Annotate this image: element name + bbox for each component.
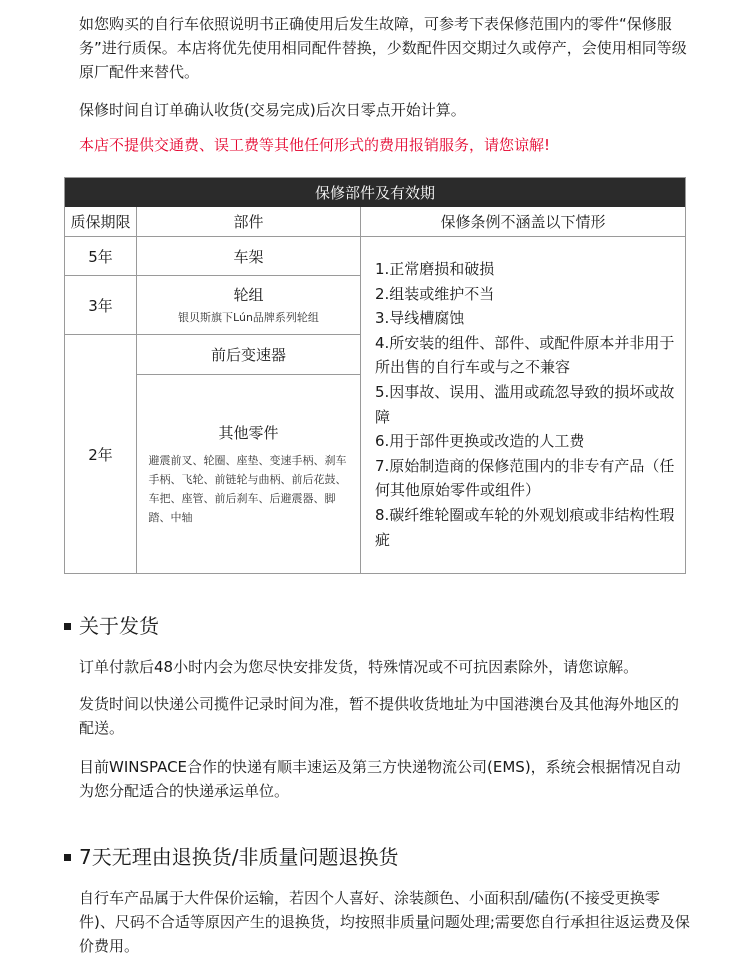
part-wheelset: 轮组 银贝斯旗下Lún品牌系列轮组 [137,276,361,335]
exclusion-item: 4.所安装的组件、部件、或配件原本并非用于所出售的自行车或与之不兼容 [375,333,675,377]
shipping-paragraph-1: 订单付款后48小时内会为您尽快安排发货，特殊情况或不可抗因素除外，请您谅解。 [79,658,639,676]
shipping-paragraph-2: 发货时间以快递公司揽件记录时间为准，暂不提供收货地址为中国港澳台及其他海外地区的配送。 [79,695,680,737]
exclusions-list [361,237,685,573]
part-frame: 车架 [137,237,361,276]
square-bullet-icon [64,854,71,861]
exclusion-item: 8.碳纤维轮圈或车轮的外观划痕或非结构性瑕疵 [375,505,675,549]
header-exclusions: 保修条例不涵盖以下情形 [361,207,685,237]
shipping-section-title: 关于发货 [64,613,159,639]
square-bullet-icon [64,623,71,630]
exclusion-item: 5.因事故、误用、滥用或疏忽导致的损坏或故障 [375,382,675,426]
returns-section-title: 7天无理由退换货/非质量问题退换货 [64,844,398,870]
warranty-table-title: 保修部件及有效期 [65,178,685,207]
shipping-paragraph-3: 目前WINSPACE合作的快递有顺丰速运及第三方快递物流公司(EMS)，系统会根据情况自动为您分配适合的快递承运单位。 [79,758,681,800]
wheelset-note: 银贝斯旗下Lún品牌系列轮组 [178,310,319,324]
returns-paragraph: 自行车产品属于大件保价运输，若因个人喜好、涂装颜色、小面积刮/磕伤(不接受更换零件)、尺码不合适等原因产生的退换货，均按照非质量问题处理;需要您自行承担往返运费及保价费用。 [79,889,690,955]
period-3-years: 3年 [65,276,137,335]
exclusion-item: 1.正常磨损和破损 [375,260,495,278]
period-2-years: 2年 [65,335,137,573]
header-part: 部件 [137,207,361,237]
exclusion-item: 3.导线槽腐蚀 [375,309,465,328]
exclusion-item: 6.用于部件更换或改造的人工费 [375,432,585,451]
part-derailleurs: 前后变速器 [137,335,361,375]
warranty-table [64,177,686,574]
header-period: 质保期限 [65,207,137,237]
other-components-list: 避震前叉、轮圈、座垫、变速手柄、刹车手柄、飞轮、前链轮与曲柄、前后花鼓、车把、座管、前后刹车、后避震器、脚踏、中轴 [148,453,347,524]
exclusion-item: 2.组装或维护不当 [375,284,495,303]
intro-paragraph: 如您购买的自行车依照说明书正确使用后发生故障，可参考下表保修范围内的零件“保修服务”进行质保。本店将优先使用相同配件替换，少数配件因交期过久或停产，会使用相同等级原厂配件来替代。 [79,15,687,81]
warranty-start-note: 保修时间自订单确认收货(交易完成)后次日零点开始计算。 [79,101,466,119]
part-other-components: 其他零件 避震前叉、轮圈、座垫、变速手柄、刹车手柄、飞轮、前链轮与曲柄、前后花鼓、车把、座管、前后刹车、后避震器、脚踏、中轴 [137,375,361,573]
period-5-years: 5年 [65,237,137,276]
reimbursement-notice: 本店不提供交通费、误工费等其他任何形式的费用报销服务，请您谅解! [79,136,551,154]
exclusion-item: 7.原始制造商的保修范围内的非专有产品（任何其他原始零件或组件） [375,456,675,500]
